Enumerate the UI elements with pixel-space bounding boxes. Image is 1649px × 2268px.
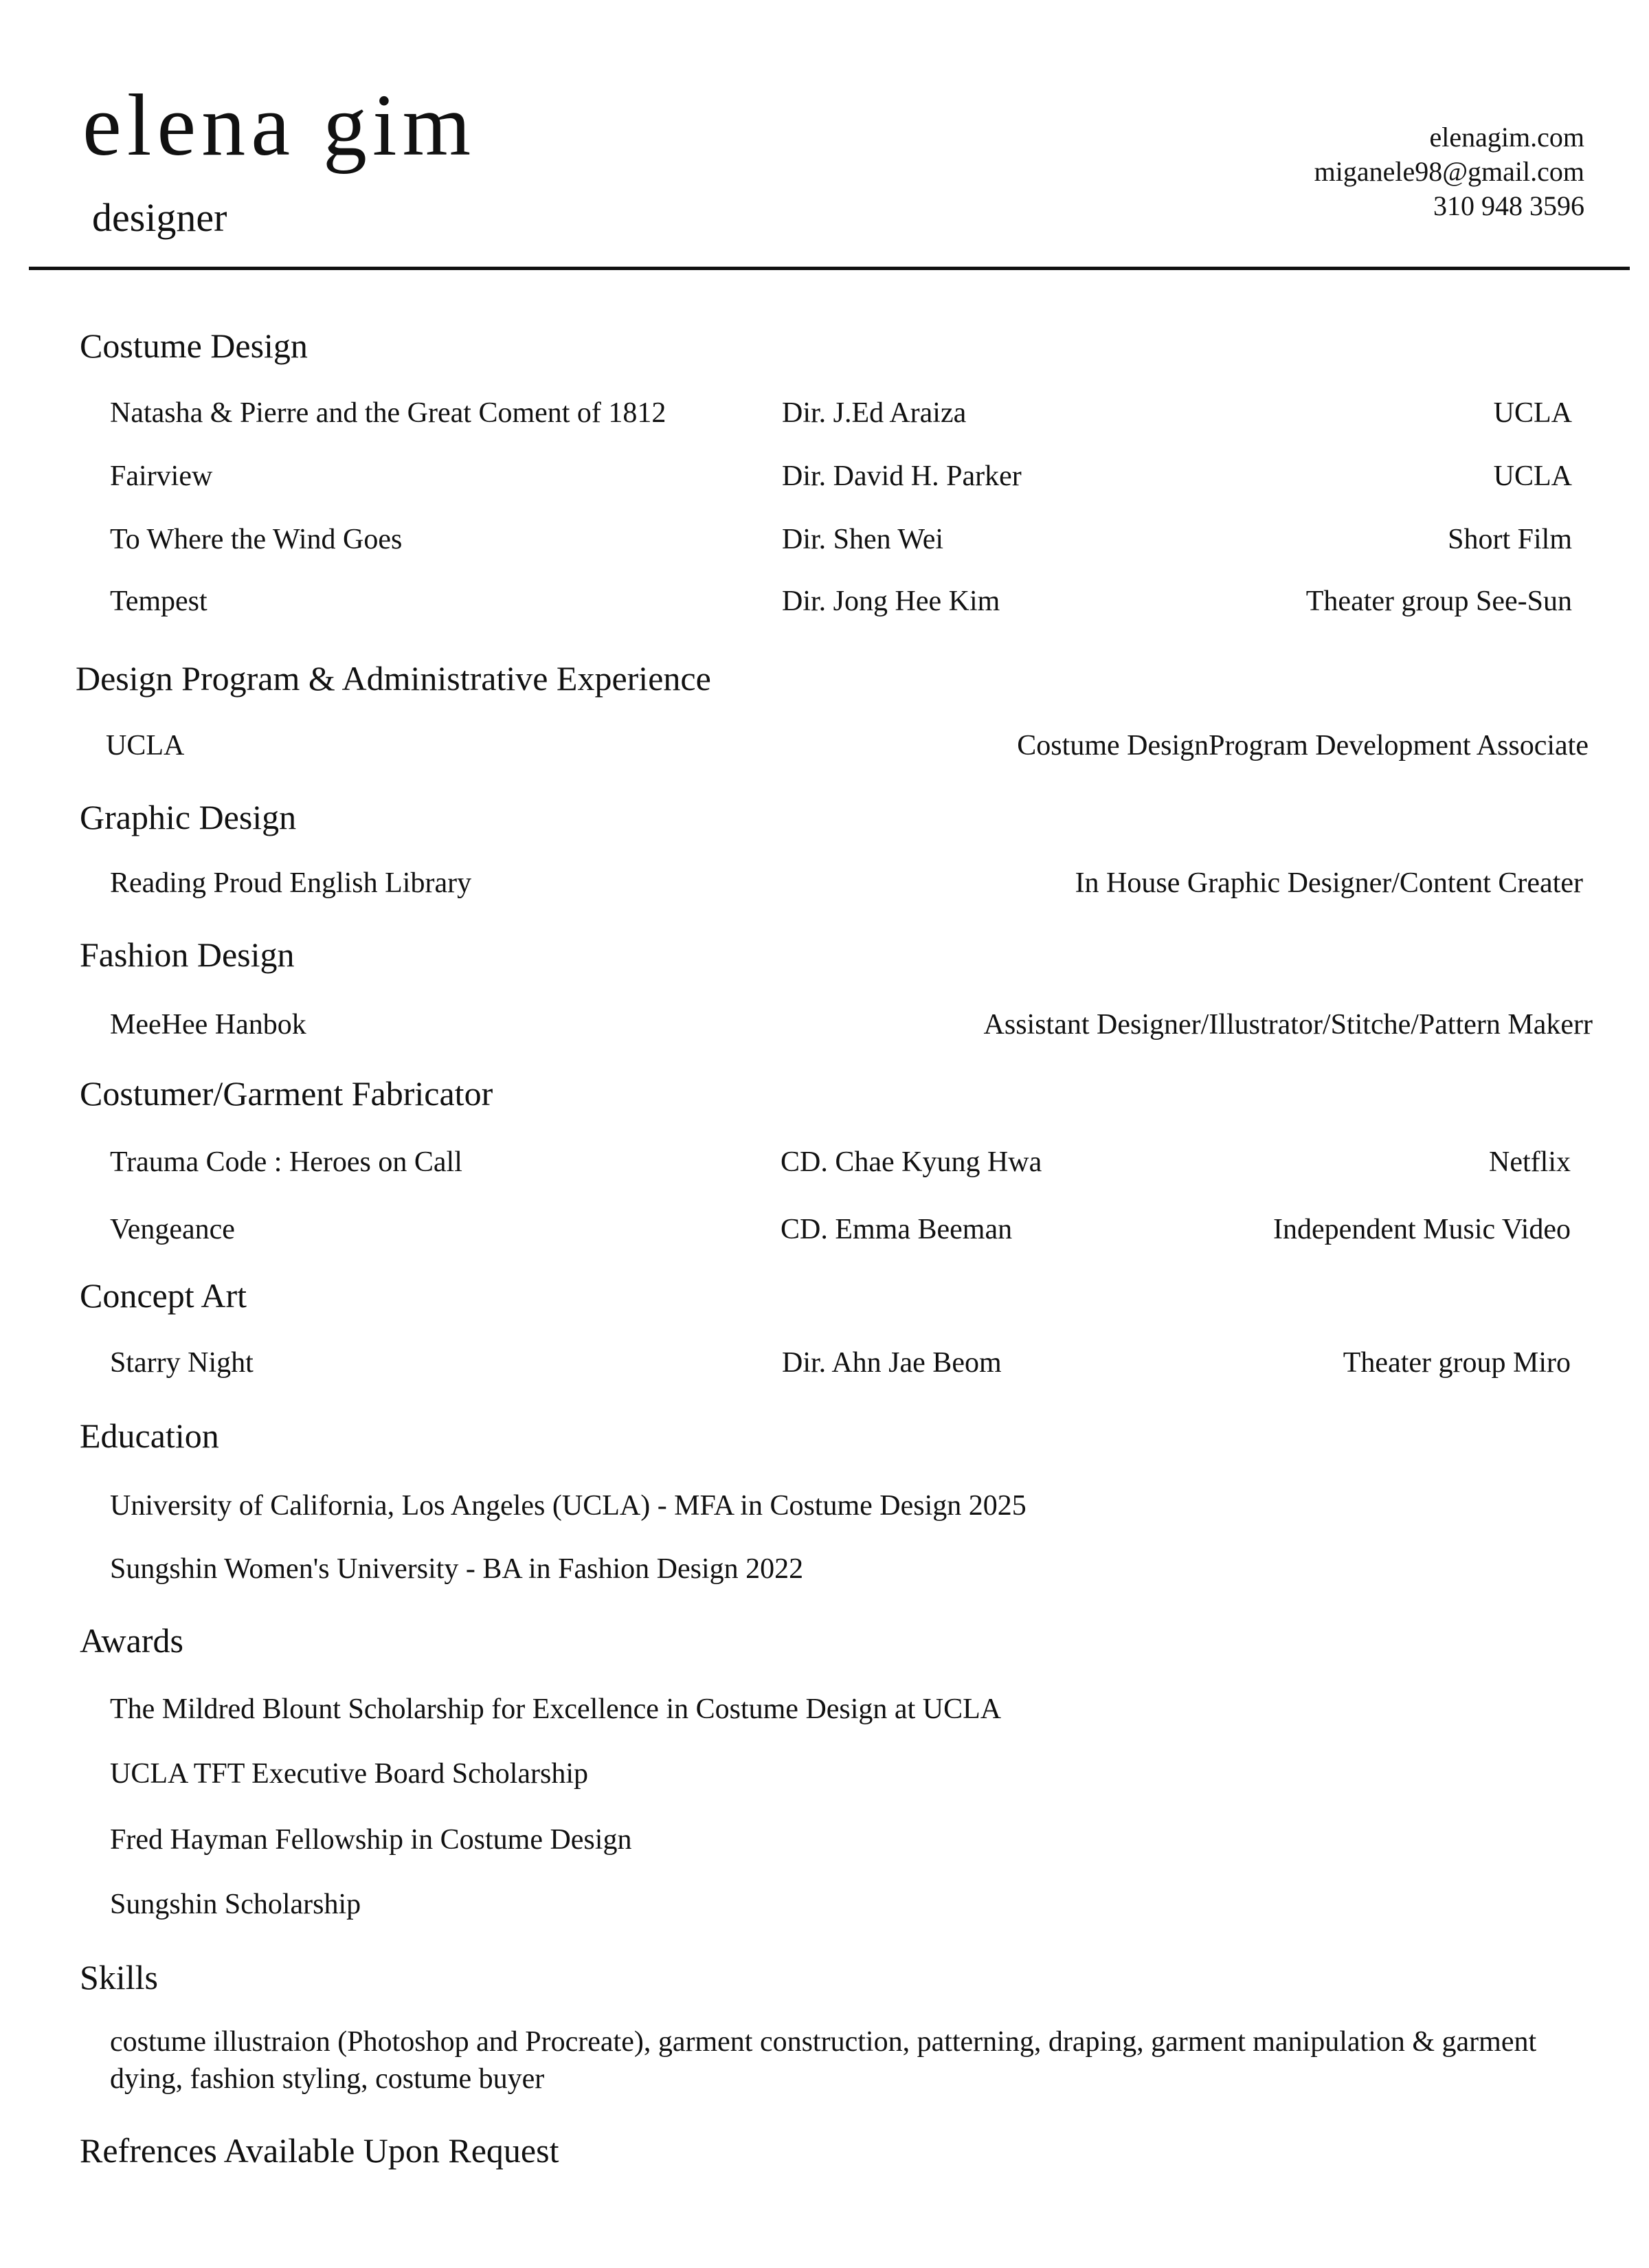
- award-item: The Mildred Blount Scholarship for Excellence in Costume Design at UCLA: [110, 1693, 1002, 1725]
- email-link[interactable]: miganele98@gmail.com: [1314, 156, 1584, 187]
- costumer-venue: Independent Music Video: [1273, 1214, 1571, 1245]
- skills-text: costume illustraion (Photoshop and Procreate), garment construction, patterning, draping, garment manipulation & garment dying, fashion styling, costume buyer: [110, 2026, 1537, 2095]
- costume-design-title: Tempest: [110, 586, 207, 617]
- concept-art-title: Starry Night: [110, 1347, 254, 1379]
- section-heading-costume-design: Costume Design: [80, 326, 308, 365]
- section-heading-education: Education: [80, 1416, 219, 1455]
- award-item: UCLA TFT Executive Board Scholarship: [110, 1758, 589, 1790]
- award-item: Sungshin Scholarship: [110, 1889, 361, 1920]
- education-item: University of California, Los Angeles (UCLA) - MFA in Costume Design 2025: [110, 1490, 1027, 1522]
- award-item: Fred Hayman Fellowship in Costume Design: [110, 1824, 632, 1856]
- phone-number: 310 948 3596: [1433, 190, 1584, 221]
- design-program-position: Costume DesignProgram Development Associate: [1017, 730, 1589, 761]
- section-heading-design-program: Design Program & Administrative Experience: [76, 659, 711, 698]
- costume-design-venue: UCLA: [1493, 397, 1572, 429]
- references-note: Refrences Available Upon Request: [80, 2131, 559, 2170]
- section-heading-awards: Awards: [80, 1621, 183, 1660]
- costume-design-venue: Short Film: [1448, 524, 1572, 555]
- concept-art-venue: Theater group Miro: [1343, 1347, 1571, 1379]
- costumer-director: CD. Chae Kyung Hwa: [781, 1146, 1042, 1178]
- costumer-director: CD. Emma Beeman: [781, 1214, 1013, 1245]
- costumer-venue: Netflix: [1489, 1146, 1571, 1178]
- costumer-title: Trauma Code : Heroes on Call: [110, 1146, 462, 1178]
- costume-design-venue: UCLA: [1493, 460, 1572, 492]
- graphic-design-position: In House Graphic Designer/Content Creater: [1075, 867, 1583, 899]
- costume-design-director: Dir. J.Ed Araiza: [782, 397, 967, 429]
- costume-design-title: Fairview: [110, 460, 213, 492]
- role-subtitle: designer: [92, 195, 227, 240]
- section-heading-graphic-design: Graphic Design: [80, 798, 297, 836]
- costume-design-venue: Theater group See-Sun: [1305, 586, 1572, 617]
- website-link[interactable]: elenagim.com: [1429, 122, 1584, 153]
- concept-art-director: Dir. Ahn Jae Beom: [782, 1347, 1002, 1379]
- costume-design-title: To Where the Wind Goes: [110, 524, 403, 555]
- design-program-org: UCLA: [106, 730, 185, 761]
- costume-design-title: Natasha & Pierre and the Great Coment of 1812: [110, 397, 666, 429]
- costume-design-director: Dir. Jong Hee Kim: [782, 586, 1000, 617]
- section-heading-concept-art: Concept Art: [80, 1276, 247, 1315]
- graphic-design-org: Reading Proud English Library: [110, 867, 472, 899]
- section-heading-skills: Skills: [80, 1958, 158, 1997]
- fashion-design-org: MeeHee Hanbok: [110, 1009, 306, 1041]
- education-item: Sungshin Women's University - BA in Fashion Design 2022: [110, 1553, 804, 1585]
- fashion-design-position: Assistant Designer/Illustrator/Stitche/Pattern Makerr: [983, 1009, 1593, 1041]
- section-heading-costumer: Costumer/Garment Fabricator: [80, 1074, 493, 1113]
- costumer-title: Vengeance: [110, 1214, 235, 1245]
- costume-design-director: Dir. David H. Parker: [782, 460, 1022, 492]
- section-heading-fashion-design: Fashion Design: [80, 935, 295, 974]
- costume-design-director: Dir. Shen Wei: [782, 524, 943, 555]
- name-heading: elena gim: [82, 76, 477, 174]
- header-divider: [29, 267, 1630, 270]
